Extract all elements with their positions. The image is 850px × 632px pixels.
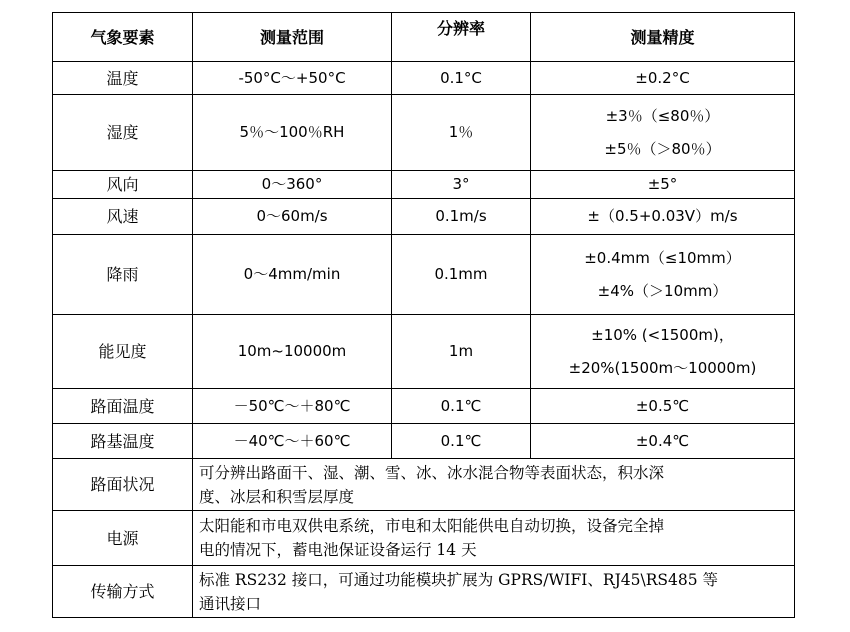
- resolution-cell: 1m: [392, 315, 531, 389]
- header-accuracy: 测量精度: [531, 13, 795, 62]
- accuracy-line: ±0.4mm（≤10mm）: [584, 248, 741, 267]
- resolution-cell: 0.1mm: [392, 235, 531, 315]
- table-row: [53, 566, 795, 618]
- description-line: 太阳能和市电双供电系统，市电和太阳能供电自动切换，设备完全掉: [199, 517, 665, 535]
- element-cell: 降雨: [53, 235, 193, 315]
- description-line: 度、冰层和积雪层厚度: [199, 487, 355, 506]
- element-cell: 路面温度: [53, 389, 193, 424]
- range-cell: 10m~10000m: [193, 315, 392, 389]
- element-cell: 能见度: [53, 315, 193, 389]
- resolution-cell: 0.1°C: [392, 62, 531, 95]
- resolution-cell: 0.1m/s: [392, 199, 531, 235]
- accuracy-cell: ±0.4℃: [531, 424, 795, 459]
- table-row: [53, 171, 795, 199]
- accuracy-cell: ±0.5℃: [531, 389, 795, 424]
- accuracy-cell: ±0.2°C: [531, 62, 795, 95]
- resolution-cell: 0.1℃: [392, 424, 531, 459]
- header-resolution: 分辨率: [392, 13, 531, 62]
- table-row: [53, 199, 795, 235]
- accuracy-cell: [531, 235, 795, 315]
- accuracy-line: ±10% (<1500m)，: [591, 325, 734, 344]
- element-cell: 湿度: [53, 95, 193, 171]
- header-row: [53, 13, 795, 62]
- table-row: [53, 315, 795, 389]
- description-line: 电的情况下，蓄电池保证设备运行 14 天: [199, 541, 477, 559]
- element-cell: 风向: [53, 171, 193, 199]
- header-element: 气象要素: [53, 13, 193, 62]
- spec-table: [52, 12, 795, 618]
- accuracy-line: ±20%(1500m～10000m): [568, 358, 757, 377]
- resolution-cell: 1％: [392, 95, 531, 171]
- description-line: 标准 RS232 接口，可通过功能模块扩展为 GPRS/WIFI、RJ45\RS485 等: [199, 570, 719, 589]
- element-cell: 路基温度: [53, 424, 193, 459]
- description-line: 通讯接口: [199, 594, 262, 613]
- range-cell: －40℃～＋60℃: [193, 424, 392, 459]
- element-cell: 风速: [53, 199, 193, 235]
- description-cell: [193, 566, 795, 618]
- element-cell: 电源: [53, 511, 193, 566]
- accuracy-cell: ±（0.5+0.03V）m/s: [531, 199, 795, 235]
- range-cell: －50℃～＋80℃: [193, 389, 392, 424]
- table-row: [53, 389, 795, 424]
- element-cell: 传输方式: [53, 566, 193, 618]
- header-range: 测量范围: [193, 13, 392, 62]
- range-cell: 0～60m/s: [193, 199, 392, 235]
- table-row: [53, 62, 795, 95]
- table-row: [53, 235, 795, 315]
- range-cell: 5％～100％RH: [193, 95, 392, 171]
- accuracy-line: ±4%（＞10mm）: [597, 281, 728, 300]
- accuracy-cell: [531, 315, 795, 389]
- accuracy-line: ±5％（＞80％）: [604, 139, 721, 158]
- resolution-cell: 3°: [392, 171, 531, 199]
- description-cell: [193, 459, 795, 511]
- description-line: 可分辨出路面干、湿、潮、雪、冰、冰水混合物等表面状态，积水深: [199, 463, 665, 482]
- range-cell: 0～360°: [193, 171, 392, 199]
- resolution-cell: 0.1℃: [392, 389, 531, 424]
- description-cell: [193, 511, 795, 566]
- table-row: [53, 511, 795, 566]
- range-cell: -50°C～+50°C: [193, 62, 392, 95]
- accuracy-line: ±3％（≤80％）: [605, 106, 720, 125]
- table-row: [53, 424, 795, 459]
- table-row: [53, 95, 795, 171]
- accuracy-cell: ±5°: [531, 171, 795, 199]
- accuracy-cell: [531, 95, 795, 171]
- element-cell: 路面状况: [53, 459, 193, 511]
- range-cell: 0～4mm/min: [193, 235, 392, 315]
- element-cell: 温度: [53, 62, 193, 95]
- table-row: [53, 459, 795, 511]
